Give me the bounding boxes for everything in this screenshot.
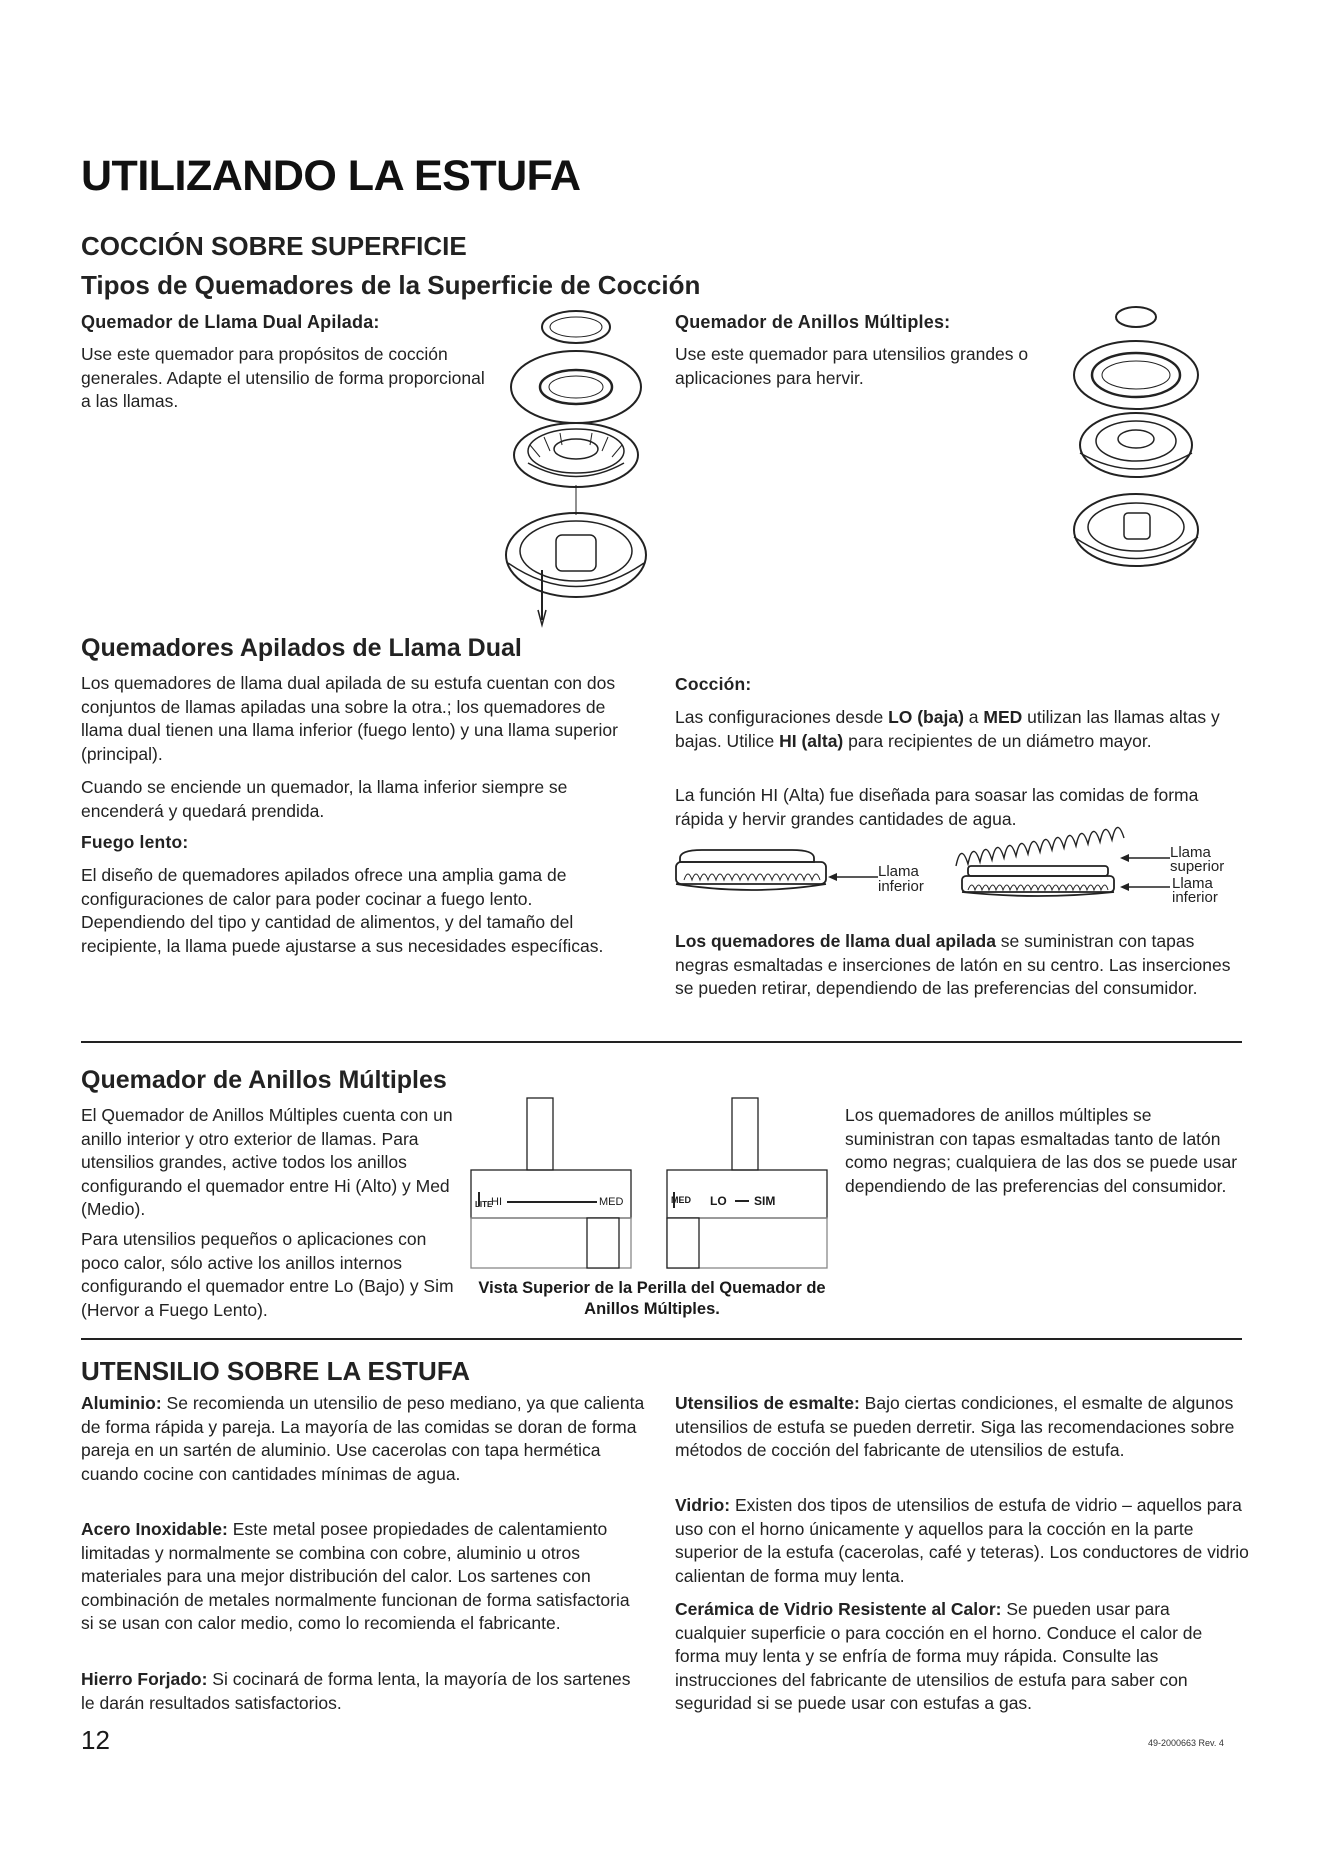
- lower-flame-arrow: [828, 872, 878, 882]
- knob-caption: Vista Superior de la Perilla del Quemador de Anillos Múltiples.: [478, 1279, 826, 1318]
- stacked-p1: Los quemadores de llama dual apilada de su estufa cuentan con dos conjuntos de llamas apiladas una sobre la otra.; los quemadores de llama dual tienen una llama inferior (fuego lento) y una llama superior (principal).: [81, 673, 618, 764]
- label-lower-flame-a: Llama: [878, 863, 919, 880]
- section-divider-2: [81, 1338, 1242, 1340]
- section-divider-1: [81, 1041, 1242, 1043]
- multi-ring-section-heading: Quemador de Anillos Múltiples: [81, 1066, 447, 1094]
- lower-flame-diagram: [672, 848, 832, 898]
- document-id: 49-2000663 Rev. 4: [1148, 1738, 1224, 1748]
- dual-stacked-text: Use este quemador para propósitos de cocción generales. Adapte el utensilio de forma proporcional a las llamas.: [81, 344, 485, 411]
- knob1-hi-label: HI: [491, 1196, 502, 1208]
- cooking-p1: Las configuraciones desde LO (baja) a MED utilizan las llamas altas y bajas. Utilice HI (alta) para recipientes de un diámetro mayor.: [675, 707, 1220, 751]
- multi-ring-heading: Quemador de Anillos Múltiples:: [675, 312, 951, 332]
- label-upper-flame-a: Llama: [1170, 844, 1211, 861]
- cookware-heading: UTENSILIO SOBRE LA ESTUFA: [81, 1356, 471, 1386]
- section-heading-surface: COCCIÓN SOBRE SUPERFICIE: [81, 231, 467, 261]
- knob2-sim-label: SIM: [754, 1194, 776, 1208]
- knob2-lo-label: LO: [710, 1194, 727, 1208]
- multi-ring-p2: Para utensilios pequeños o aplicaciones con poco calor, sólo active los anillos internos configurando el quemador entre Lo (Bajo) y Sim (Hervor a Fuego Lento).: [81, 1229, 454, 1320]
- cooking-p2: La función HI (Alta) fue diseñada para soasar las comidas de forma rápida y hervir grandes cantidades de agua.: [675, 785, 1199, 829]
- stacked-supplied-text: Los quemadores de llama dual apilada se suministran con tapas negras esmaltadas e inserciones de latón en su centro. Las inserciones se pueden retirar, dependiendo de las preferencias del consumidor.: [675, 931, 1231, 998]
- multi-ring-right-text: Los quemadores de anillos múltiples se suministran con tapas esmaltadas tanto de latón como negras; cualquiera de las dos se puede usar dependiendo de las preferencias del consumidor.: [845, 1105, 1238, 1196]
- label-lower-flame2-b: inferior: [1172, 889, 1218, 906]
- knob1-med-label: MED: [599, 1196, 624, 1208]
- dual-stacked-heading: Quemador de Llama Dual Apilada:: [81, 312, 380, 332]
- knob1-lite-label: LITE: [475, 1200, 493, 1209]
- multi-ring-text: Use este quemador para utensilios grandes o aplicaciones para hervir.: [675, 344, 1029, 388]
- cooking-heading: Cocción:: [675, 674, 752, 694]
- stacked-p3: El diseño de quemadores apilados ofrece una amplia gama de configuraciones de calor para poder cocinar a fuego lento. Dependiendo del tipo y cantidad de alimentos, y del tamaño del recipiente, la llama puede ajustarse a sus necesidades específicas.: [81, 865, 604, 956]
- cookware-ceramic: Cerámica de Vidrio Resistente al Calor: Se pueden usar para cualquier superficie o para cocción en el horno. Conduce el calor de forma muy lenta y se enfría de forma muy rápida. Consulte las instrucciones del fabricante de utensilios de estufa para saber con seguridad si se puede usar con estufas a gas.: [675, 1599, 1203, 1713]
- page-number: 12: [81, 1725, 110, 1755]
- knob2-med-label: MED: [671, 1195, 691, 1205]
- knob-diagrams: [467, 1096, 837, 1276]
- cookware-iron: Hierro Forjado: Si cocinará de forma lenta, la mayoría de los sartenes le darán resultados satisfactorios.: [81, 1669, 631, 1713]
- label-lower-flame2-a: Llama: [1172, 875, 1213, 892]
- stacked-section-heading: Quemadores Apilados de Llama Dual: [81, 634, 522, 662]
- dual-flame-diagram: [946, 838, 1131, 900]
- cookware-aluminum: Aluminio: Se recomienda un utensilio de peso mediano, ya que calienta de forma rápida y pareja. La mayoría de las comidas se doran de forma pareja en un sartén de aluminio. Use cacerolas con tapa hermética cuando cocine con cantidades mínimas de agua.: [81, 1393, 645, 1484]
- lower-flame-arrow-2: [1120, 882, 1170, 892]
- cookware-enamel: Utensilios de esmalte: Bajo ciertas condiciones, el esmalte de algunos utensilios de estufa se pueden derretir. Siga las recomendaciones sobre métodos de cocción del fabricante de utensilios de estufa.: [675, 1393, 1235, 1460]
- multi-ring-burner-illustration: [1070, 305, 1205, 575]
- label-lower-flame-b: inferior: [878, 878, 924, 895]
- simmer-heading: Fuego lento:: [81, 832, 189, 852]
- cookware-glass: Vidrio: Existen dos tipos de utensilios de estufa de vidrio – aquellos para uso con el horno únicamente y aquellos para la cocción en la parte superior de la estufa (cacerolas, café y teteras). Los conductores de vidrio calientan de forma muy lenta.: [675, 1495, 1249, 1586]
- upper-flame-arrow: [1120, 853, 1170, 863]
- multi-ring-p1: El Quemador de Anillos Múltiples cuenta con un anillo interior y otro exterior de llamas. Para utensilios grandes, active todos los anillos configurando el quemador entre Hi (Alto) y Med (Medio).: [81, 1105, 453, 1219]
- page-title: UTILIZANDO LA ESTUFA: [81, 152, 581, 200]
- burner-types-heading: Tipos de Quemadores de la Superficie de Cocción: [81, 270, 701, 300]
- label-upper-flame-b: superior: [1170, 858, 1225, 875]
- cookware-steel: Acero Inoxidable: Este metal posee propiedades de calentamiento limitadas y normalmente se combina con cobre, aluminio u otros materiales para una mejor distribución del calor. Los sartenes con combinación de metales normalmente funcionan de forma satisfactoria si se usan con calor medio, como lo recomienda el fabricante.: [81, 1519, 630, 1633]
- stacked-p2: Cuando se enciende un quemador, la llama inferior siempre se encenderá y quedará prendida.: [81, 777, 568, 821]
- dual-stacked-burner-illustration: [500, 305, 650, 630]
